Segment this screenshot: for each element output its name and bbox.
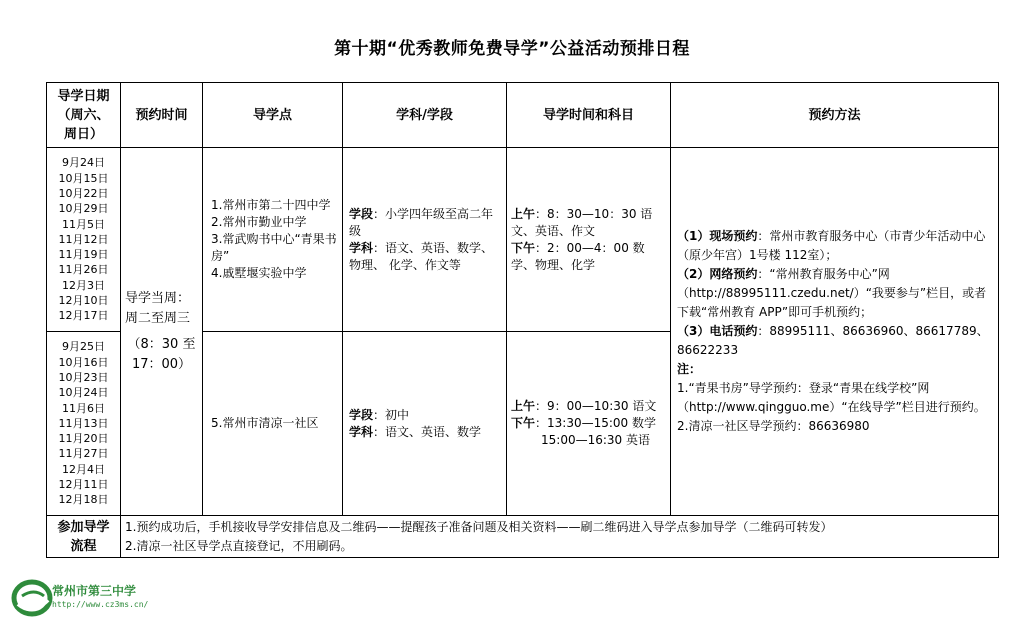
location-cell-1: [203, 148, 343, 332]
flow-label-cell: 参加导学 流程: [47, 516, 121, 558]
page-title: 第十期“优秀教师免费导学”公益活动预排日程: [334, 39, 690, 59]
method-cell: （1）现场预约：常州市教育服务中心（市青少年活动中心（原少年宫）1号楼 112室）； （2）网络预约：“常州教育服务中心”网（http://88995111.czedu.net/）“我要参与”栏目，或者下载“常州教育 APP”即可手机预约； （3）电话预约：88995111、86636960、86617789、86622233 注： 1.“青果书房”导学预约：登录“青果在线学校”网（http://www.qingguo.me）“在线导学”栏目进行预约。 2.清凉一社区导学预约：86636980: [671, 148, 999, 516]
location-item: 5.常州市清凉一社区: [211, 416, 319, 430]
school-name: 常州市第三中学: [52, 584, 137, 598]
location-item: 4.戚墅堰实验中学: [211, 266, 307, 280]
dates-cell-2: 9月25日 10月16日 10月23日 10月24日 11月6日 11月13日 11月20日 11月27日 12月4日 12月11日 12月18日: [47, 332, 121, 516]
time-subject-cell-2: 上午：9：00—10:30 语文 下午：13:30—15:00 数学 15:00—16:30 英语: [507, 332, 671, 516]
header-time-subject: 导学时间和科目: [507, 83, 671, 148]
header-booking-time: 预约时间: [121, 83, 203, 148]
header-subject: 学科/学段: [343, 83, 507, 148]
header-location: 导学点: [203, 83, 343, 148]
schedule-table: [46, 82, 999, 558]
table-row: [47, 148, 999, 332]
flow-content-cell: 1.预约成功后，手机接收导学安排信息及二维码——提醒孩子准备问题及相关资料——刷二维码进入导学点参加导学（二维码可转发） 2.清凉一社区导学点直接登记，不用刷码。: [121, 516, 999, 558]
booking-time-cell: 导学当周： 周二至周三 （8：30 至 17：00）: [121, 148, 203, 516]
subject-cell-1: 学段：小学四年级至高二年级 学科：语文、英语、数学、物理、 化学、作文等: [343, 148, 507, 332]
location-item: 3.常武购书中心“青果书房”: [211, 232, 337, 263]
header-method: 预约方法: [671, 83, 999, 148]
subject-cell-2: 学段：初中 学科：语文、英语、数学: [343, 332, 507, 516]
location-cell-2: [203, 332, 343, 516]
school-url: http://www.cz3ms.cn/: [52, 600, 149, 609]
flow-row: [47, 516, 999, 558]
location-item: 2.常州市勤业中学: [211, 215, 307, 229]
header-row: [47, 83, 999, 148]
header-dates: 导学日期 （周六、 周日）: [47, 83, 121, 148]
location-item: 1.常州市第二十四中学: [211, 198, 331, 212]
time-subject-cell-1: 上午：8：30—10：30 语文、英语、作文 下午：2：00—4：00 数学、物理、化学: [507, 148, 671, 332]
dates-cell-1: 9月24日 10月15日 10月22日 10月29日 11月5日 11月12日 11月19日 11月26日 12月3日 12月10日 12月17日: [47, 148, 121, 332]
